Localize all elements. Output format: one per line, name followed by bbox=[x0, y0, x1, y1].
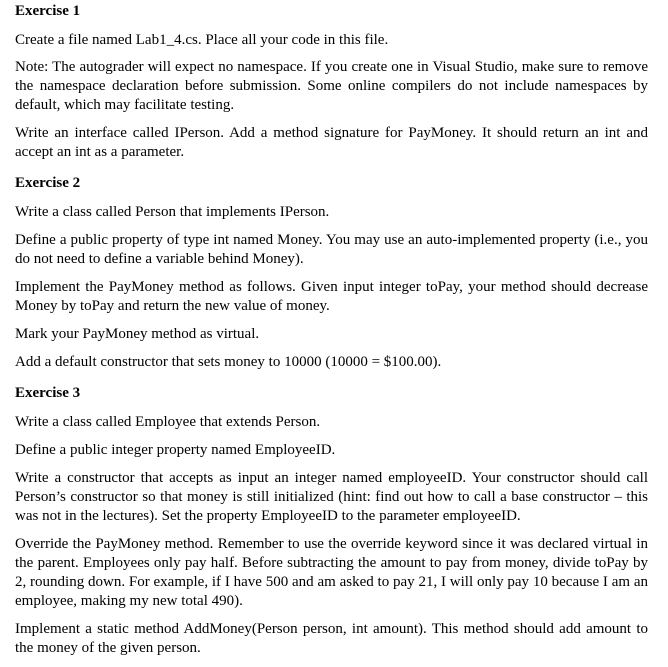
exercise-1-paragraph: Write an interface called IPerson. Add a method signature for PayMoney. It should return an int and accept an int as a parameter. bbox=[15, 125, 648, 160]
exercise-3-title: Exercise 3 bbox=[15, 385, 81, 401]
exercise-2-paragraph: Write a class called Person that implements IPerson. bbox=[15, 204, 330, 220]
exercise-2-paragraph: Define a public property of type int named Money. You may use an auto-implemented property (i.e., you do not need to define a variable behind Money). bbox=[15, 232, 648, 267]
exercise-2-paragraph: Implement the PayMoney method as follows. Given input integer toPay, your method should decrease Money by toPay and return the new value of money. bbox=[15, 279, 648, 314]
exercise-3-paragraph: Implement a static method AddMoney(Person person, int amount). This method should add amount to the money of the given person. bbox=[15, 621, 648, 656]
exercise-3-paragraph: Define a public integer property named EmployeeID. bbox=[15, 442, 336, 458]
exercise-2-paragraph: Mark your PayMoney method as virtual. bbox=[15, 326, 260, 342]
exercise-2-section bbox=[15, 174, 648, 372]
exercise-1-section bbox=[15, 2, 648, 162]
exercise-2-title: Exercise 2 bbox=[15, 175, 81, 191]
exercise-3-section bbox=[15, 384, 648, 658]
exercise-1-paragraph: Create a file named Lab1_4.cs. Place all your code in this file. bbox=[15, 32, 389, 48]
exercise-3-paragraph: Write a constructor that accepts as input an integer named employeeID. Your constructor should call Person’s constructor so that money is still initialized (hint: find out how to call a base constructor – this was not in the lectures). Set the property EmployeeID to the parameter employeeID. bbox=[15, 470, 648, 524]
exercise-3-paragraph: Write a class called Employee that extends Person. bbox=[15, 414, 321, 430]
exercise-3-paragraph: Override the PayMoney method. Remember to use the override keyword since it was declared virtual in the parent. Employees only pay half. Before subtracting the amount to pay from money, divide toPay by 2, rounding down. For example, if I have 500 and am asked to pay 21, I will only pay 10 because I am an employee, making my new total 490). bbox=[15, 536, 648, 609]
exercise-1-paragraph: Note: The autograder will expect no namespace. If you create one in Visual Studio, make sure to remove the namespace declaration before submission. Some online compilers do not include namespaces by default, which may facilitate testing. bbox=[15, 59, 648, 113]
exercise-2-paragraph: Add a default constructor that sets money to 10000 (10000 = $100.00). bbox=[15, 354, 442, 370]
exercise-1-title: Exercise 1 bbox=[15, 3, 81, 19]
